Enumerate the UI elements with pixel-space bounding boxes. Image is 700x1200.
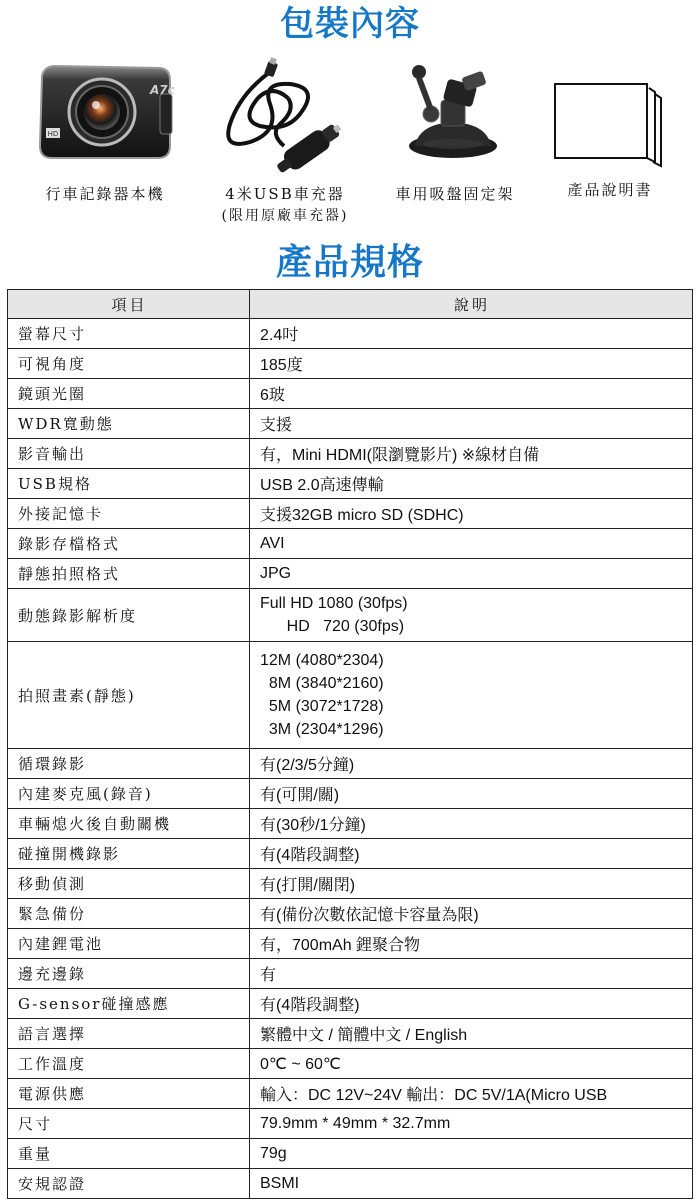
spec-item-label: 邊充邊錄 — [8, 959, 250, 989]
package-contents-title: 包裝內容 — [280, 4, 420, 44]
spec-item-label: 拍照畫素(靜態) — [8, 642, 250, 749]
spec-row — [8, 899, 693, 929]
spec-header-row — [8, 290, 693, 319]
spec-item-value: 輸入：DC 12V~24V 輸出：DC 5V/1A(Micro USB — [250, 1079, 693, 1109]
spec-item-value: 有(備份次數依記憶卡容量為限) — [250, 899, 693, 929]
spec-item-label: 靜態拍照格式 — [8, 559, 250, 589]
spec-item-label: 尺寸 — [8, 1109, 250, 1139]
spec-item-label: 電源供應 — [8, 1079, 250, 1109]
spec-item-label: 工作溫度 — [8, 1049, 250, 1079]
header-item: 項目 — [8, 290, 250, 319]
spec-item-label: 螢幕尺寸 — [8, 319, 250, 349]
spec-item-label: 內建麥克風(錄音) — [8, 779, 250, 809]
spec-item-label: 重量 — [8, 1139, 250, 1169]
spec-item-value: Full HD 1080 (30fps) HD 720 (30fps) — [250, 589, 693, 642]
package-item-label: 4米USB車充器 — [225, 185, 345, 203]
spec-row — [8, 319, 693, 349]
camera-logo-text: A7c — [150, 83, 175, 97]
spec-item-value: 有(2/3/5分鐘) — [250, 749, 693, 779]
package-item-charger — [200, 54, 370, 234]
manual-booklet-image — [545, 54, 675, 174]
spec-item-value: 79.9mm * 49mm * 32.7mm — [250, 1109, 693, 1139]
spec-item-value: 6玻 — [250, 379, 693, 409]
spec-item-value: 繁體中文 / 簡體中文 / English — [250, 1019, 693, 1049]
spec-item-label: 循環錄影 — [8, 749, 250, 779]
spec-item-label: 鏡頭光圈 — [8, 379, 250, 409]
spec-item-value: 支援 — [250, 409, 693, 439]
spec-row — [8, 559, 693, 589]
package-item-camera — [20, 54, 190, 234]
spec-row — [8, 809, 693, 839]
spec-item-value: BSMI — [250, 1169, 693, 1199]
spec-item-label: 車輛熄火後自動關機 — [8, 809, 250, 839]
spec-row — [8, 589, 693, 642]
spec-item-value: 支援32GB micro SD (SDHC) — [250, 499, 693, 529]
spec-row — [8, 989, 693, 1019]
spec-item-value: 79g — [250, 1139, 693, 1169]
spec-row — [8, 1169, 693, 1199]
spec-item-value: 有，700mAh 鋰聚合物 — [250, 929, 693, 959]
spec-row — [8, 869, 693, 899]
spec-row — [8, 409, 693, 439]
package-item-label: 產品說明書 — [567, 181, 653, 199]
spec-item-value: JPG — [250, 559, 693, 589]
usb-car-charger-image — [200, 54, 370, 174]
spec-row — [8, 469, 693, 499]
package-item-sublabel: (限用原廠車充器) — [221, 208, 349, 224]
spec-item-value: 185度 — [250, 349, 693, 379]
spec-row — [8, 529, 693, 559]
spec-item-label: 動態錄影解析度 — [8, 589, 250, 642]
header-description: 說明 — [250, 290, 693, 319]
spec-item-label: 外接記憶卡 — [8, 499, 250, 529]
spec-table — [7, 289, 693, 1199]
spec-row — [8, 499, 693, 529]
spec-item-value: 有(打開/關閉) — [250, 869, 693, 899]
spec-item-label: G-sensor碰撞感應 — [8, 989, 250, 1019]
spec-item-label: 可視角度 — [8, 349, 250, 379]
spec-item-value: USB 2.0高速傳輸 — [250, 469, 693, 499]
package-item-label: 行車記錄器本機 — [45, 185, 165, 203]
spec-row — [8, 1109, 693, 1139]
spec-item-label: 碰撞開機錄影 — [8, 839, 250, 869]
product-specs-title: 產品規格 — [275, 242, 424, 283]
spec-row — [8, 959, 693, 989]
spec-item-label: 內建鋰電池 — [8, 929, 250, 959]
spec-item-value: AVI — [250, 529, 693, 559]
spec-row — [8, 642, 693, 749]
spec-item-label: USB規格 — [8, 469, 250, 499]
spec-row — [8, 439, 693, 469]
spec-item-value: 0℃ ~ 60℃ — [250, 1049, 693, 1079]
spec-item-value: 有(4階段調整) — [250, 989, 693, 1019]
spec-item-label: WDR寬動態 — [8, 409, 250, 439]
spec-row — [8, 1019, 693, 1049]
spec-item-label: 安規認證 — [8, 1169, 250, 1199]
spec-item-label: 語言選擇 — [8, 1019, 250, 1049]
spec-row — [8, 779, 693, 809]
spec-row — [8, 839, 693, 869]
spec-row — [8, 929, 693, 959]
spec-item-value: 有，Mini HDMI(限瀏覽影片) ※線材自備 — [250, 439, 693, 469]
spec-row — [8, 1049, 693, 1079]
spec-item-label: 錄影存檔格式 — [8, 529, 250, 559]
package-item-label: 車用吸盤固定架 — [395, 185, 515, 203]
spec-item-value: 12M (4080*2304) 8M (3840*2160) 5M (3072*1728) 3M (2304*1296) — [250, 642, 693, 749]
spec-item-value: 有(30秒/1分鐘) — [250, 809, 693, 839]
suction-mount-image — [375, 54, 535, 174]
spec-item-value: 有(4階段調整) — [250, 839, 693, 869]
spec-row — [8, 379, 693, 409]
spec-row — [8, 1079, 693, 1109]
dash-camera-image — [20, 54, 190, 174]
spec-item-label: 移動偵測 — [8, 869, 250, 899]
camera-badge-text: HD — [47, 130, 59, 138]
spec-row — [8, 749, 693, 779]
spec-item-value: 2.4吋 — [250, 319, 693, 349]
spec-row — [8, 349, 693, 379]
package-item-manual — [545, 54, 675, 234]
spec-item-value: 有(可開/關) — [250, 779, 693, 809]
spec-item-value: 有 — [250, 959, 693, 989]
spec-item-label: 影音輸出 — [8, 439, 250, 469]
spec-item-label: 緊急備份 — [8, 899, 250, 929]
spec-row — [8, 1139, 693, 1169]
package-item-mount — [375, 54, 535, 234]
